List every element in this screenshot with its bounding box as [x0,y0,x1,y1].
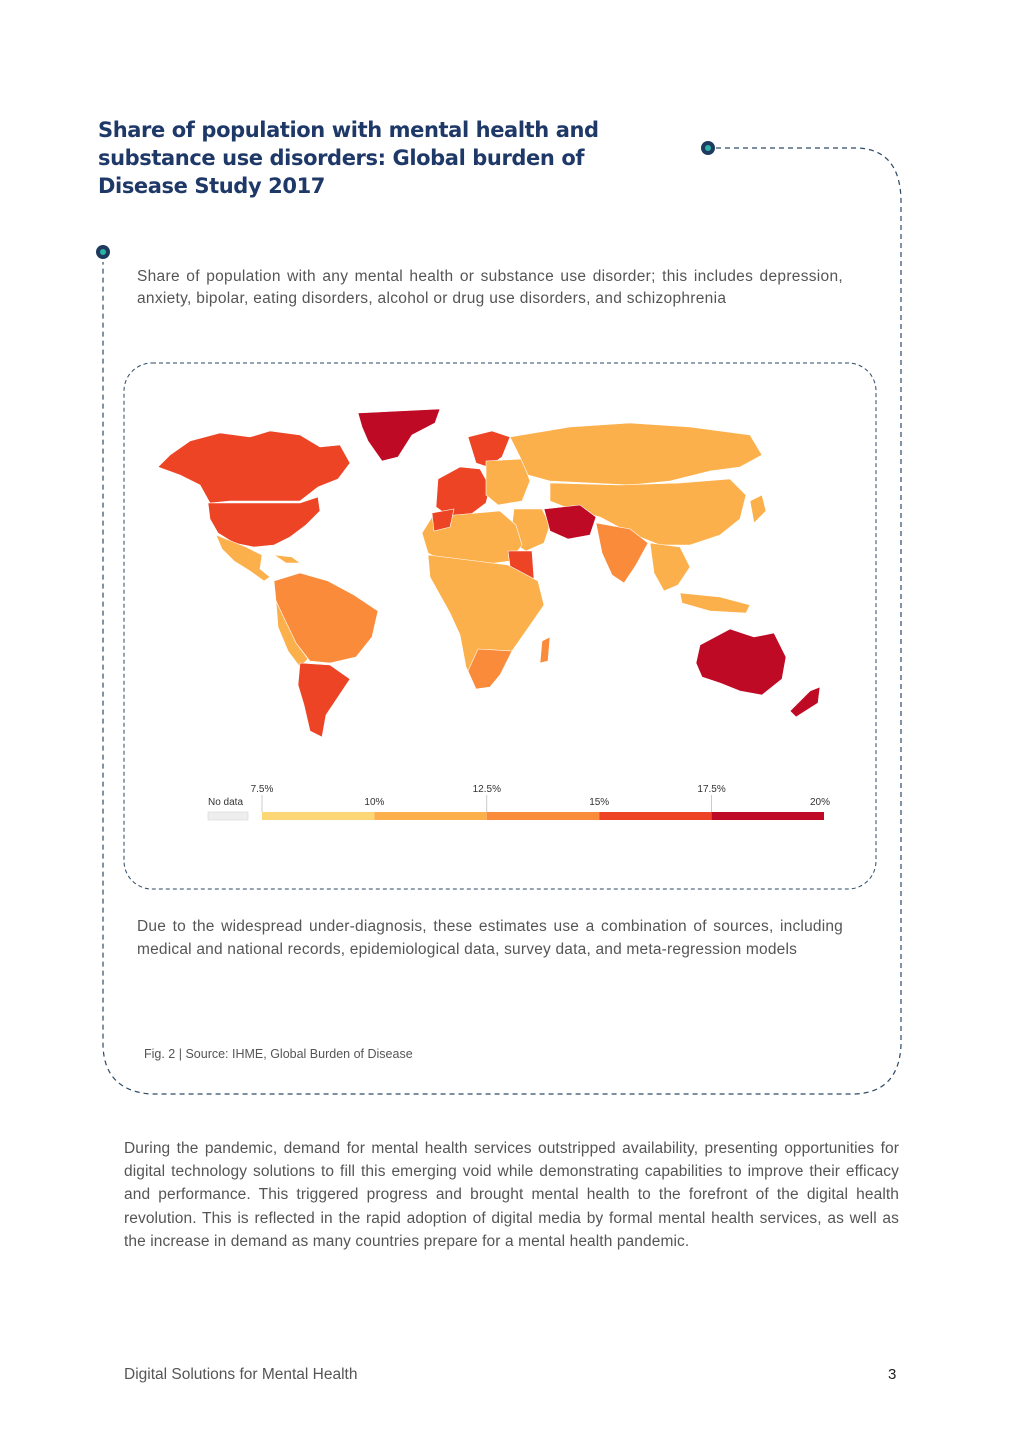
indonesia-region [680,593,750,613]
japan-region [750,495,766,523]
legend-bottom-label: 20% [809,797,831,808]
western-europe-region [436,467,490,517]
russia-region [510,423,762,485]
legend-top-label: 12.5% [472,784,501,795]
map-legend [200,780,840,828]
page-title [98,116,658,200]
methodology-note: Due to the widespread under-diagnosis, these estimates use a combination of sources, including medical and national records, epidemiological data, survey data, and meta-regression models [137,918,843,958]
timeline-node-left [96,245,110,259]
world-map [150,405,850,745]
figure-caption: Fig. 2 | Source: IHME, Global Burden of Disease [144,1047,413,1061]
title-line-2: substance use disorders: Global burden of [98,146,585,170]
southern-cone-region [298,663,350,737]
page-number: 3 [888,1366,897,1383]
southeast-asia-region [650,543,690,591]
legend-swatch-2 [374,812,486,820]
legend-no-data-swatch [208,812,248,820]
madagascar-region [540,637,550,663]
australia-region [696,629,786,695]
legend-top-label: 7.5% [250,784,274,795]
legend-swatch-3 [487,812,599,820]
title-line-3: Disease Study 2017 [98,174,325,198]
legend-swatch-5 [712,812,824,820]
new-zealand-region [790,687,820,717]
map-description: Share of population with any mental health or substance use disorder; this includes depression, anxiety, bipolar, eating disorders, alcohol or drug use disorders, and schizophrenia [137,268,843,307]
title-line-1: Share of population with mental health and [98,118,599,142]
legend-bottom-label: 10% [364,797,385,808]
footer-title: Digital Solutions for Mental Health [124,1366,358,1383]
legend-swatch-4 [599,812,711,820]
legend-swatch-1 [262,812,374,820]
legend-no-data-label: No data [208,797,244,808]
body-paragraph: During the pandemic, demand for mental health services outstripped availability, presenting opportunities for digital technology solutions to fill this emerging void while demonstrating capabilities to improve their efficacy and performance. This triggered progress and brought mental health to the forefront of the digital health revolution. This is reflected in the rapid adoption of digital media by formal mental health services, as well as the increase in demand as many countries prepare for a mental health pandemic. [124,1140,899,1250]
legend-bottom-label: 15% [589,797,610,808]
eastern-europe-region [486,459,530,505]
greenland-region [358,409,440,461]
legend-top-label: 17.5% [697,784,726,795]
caribbean-region [274,555,300,563]
canada-region [158,431,350,503]
timeline-node-top [701,141,715,155]
